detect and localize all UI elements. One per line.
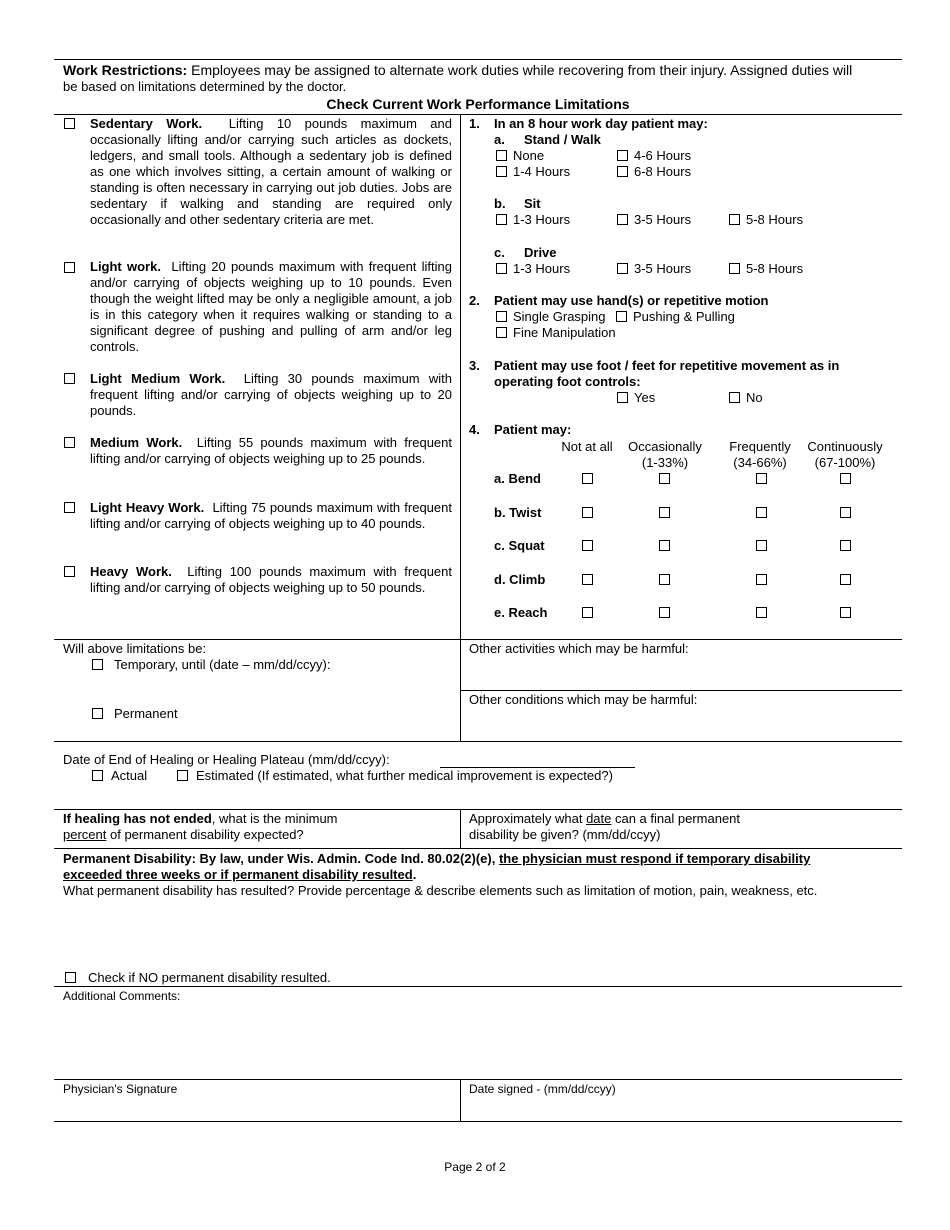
sit-3-5-label: 3-5 Hours (634, 212, 692, 227)
row-twist-label: b. Twist (494, 505, 542, 520)
actual-label: Actual (111, 768, 148, 783)
signature-top-rule (54, 1079, 902, 1080)
not-ended-bold: If healing has not ended (63, 811, 212, 826)
medium-checkbox[interactable] (64, 437, 75, 448)
perm-line-1 (63, 851, 810, 867)
light-work-name: Light work. (90, 259, 161, 274)
signature-label: Physician's Signature (63, 1082, 178, 1096)
q3-label-2: operating foot controls: (494, 374, 641, 389)
pushing-pulling-label: Pushing & Pulling (633, 309, 735, 324)
temporary-checkbox[interactable] (92, 659, 103, 670)
reach-continuously-checkbox[interactable] (840, 607, 851, 618)
bend-frequently-checkbox[interactable] (756, 473, 767, 484)
perm-line-2 (63, 867, 416, 883)
squat-frequently-checkbox[interactable] (756, 540, 767, 551)
bend-not-at-all-checkbox[interactable] (582, 473, 593, 484)
other-activities-label: Other activities which may be harmful: (469, 641, 689, 656)
medium-desc: Lifting 55 pounds maximum with frequent lifting and/or carrying of objects weighing up to 25 pounds. (90, 435, 452, 466)
q4-label: Patient may: (494, 422, 572, 437)
sit-1-3-label: 1-3 Hours (513, 212, 571, 227)
other-rule (460, 690, 902, 691)
approx-post: can a final permanent (611, 811, 741, 826)
q3-label: Patient may use foot / feet for repetitive movement as in (494, 358, 840, 373)
other-conditions-label: Other conditions which may be harmful: (469, 692, 698, 707)
sedentary-checkbox[interactable] (64, 118, 75, 129)
drive-1-3-label: 1-3 Hours (513, 261, 571, 276)
intro-line-1 (63, 62, 852, 78)
reach-not-at-all-checkbox[interactable] (582, 607, 593, 618)
drive-3-5-checkbox[interactable] (617, 263, 628, 274)
perm-bold-2-end: . (412, 867, 417, 882)
light-heavy-text (90, 500, 452, 532)
pushing-pulling-checkbox[interactable] (616, 311, 627, 322)
stand-4-6-label: 4-6 Hours (634, 148, 692, 163)
temporary-label: Temporary, until (date – mm/dd/ccyy): (114, 657, 331, 672)
sedentary-name: Sedentary Work. (90, 116, 203, 131)
medium-name: Medium Work. (90, 435, 183, 450)
approx-date: date (586, 811, 612, 826)
signature-divider (460, 1079, 461, 1121)
row-reach-label: e. Reach (494, 605, 548, 620)
medium-text (90, 435, 452, 467)
section-title: Check Current Work Performance Limitations (326, 96, 630, 112)
approx-line-2: disability be given? (mm/dd/ccyy) (469, 827, 661, 842)
q1a-label: Stand / Walk (524, 132, 601, 147)
col-continuously-sub: (67-100%) (814, 455, 876, 470)
stand-none-checkbox[interactable] (496, 150, 507, 161)
fine-manipulation-label: Fine Manipulation (513, 325, 616, 340)
center-divider (460, 114, 461, 741)
light-medium-desc: Lifting 30 pounds maximum with frequent lifting and/or carrying of objects weighing up to 20 pounds. (90, 371, 452, 418)
reach-frequently-checkbox[interactable] (756, 607, 767, 618)
twist-occasionally-checkbox[interactable] (659, 507, 670, 518)
heavy-desc: Lifting 100 pounds maximum with frequent lifting and/or carrying of objects weighing up to 50 pounds. (90, 564, 452, 595)
not-ended-rest: , what is the minimum (211, 811, 338, 826)
light-medium-checkbox[interactable] (64, 373, 75, 384)
heavy-name: Heavy Work. (90, 564, 172, 579)
heavy-checkbox[interactable] (64, 566, 75, 577)
stand-1-4-checkbox[interactable] (496, 166, 507, 177)
q4-number: 4. (469, 422, 480, 437)
permanent-checkbox[interactable] (92, 708, 103, 719)
intro-text-2: be based on limitations determined by the doctor. (63, 79, 347, 94)
approx-line-1 (469, 811, 740, 827)
estimated-label: Estimated (If estimated, what further medical improvement is expected?) (196, 768, 613, 783)
q1c-letter: c. (494, 245, 505, 260)
climb-occasionally-checkbox[interactable] (659, 574, 670, 585)
limits-rule (54, 639, 902, 640)
light-heavy-name: Light Heavy Work. (90, 500, 205, 515)
q1-label: In an 8 hour work day patient may: (494, 116, 708, 131)
additional-comments-label: Additional Comments: (63, 989, 181, 1003)
stand-none-label: None (513, 148, 545, 163)
squat-continuously-checkbox[interactable] (840, 540, 851, 551)
squat-occasionally-checkbox[interactable] (659, 540, 670, 551)
estimated-checkbox[interactable] (177, 770, 188, 781)
no-permanent-label: Check if NO permanent disability resulted. (88, 970, 331, 985)
permanent-label: Permanent (114, 706, 178, 721)
drive-3-5-label: 3-5 Hours (634, 261, 692, 276)
fine-manipulation-checkbox[interactable] (496, 327, 507, 338)
drive-5-8-checkbox[interactable] (729, 263, 740, 274)
stand-1-4-label: 1-4 Hours (513, 164, 571, 179)
drive-5-8-label: 5-8 Hours (746, 261, 804, 276)
q2-label: Patient may use hand(s) or repetitive motion (494, 293, 769, 308)
sit-5-8-label: 5-8 Hours (746, 212, 804, 227)
twist-not-at-all-checkbox[interactable] (582, 507, 593, 518)
climb-continuously-checkbox[interactable] (840, 574, 851, 585)
not-ended-line-1 (63, 811, 338, 827)
perm-bold-2-u: exceeded three weeks or if permanent disability resulted (63, 867, 413, 882)
stand-4-6-checkbox[interactable] (617, 150, 628, 161)
perm-bold-1-u: the physician must respond if temporary disability (498, 851, 811, 866)
light-work-checkbox[interactable] (64, 262, 75, 273)
section-rule (54, 114, 902, 115)
intro-label: Work Restrictions: (63, 62, 188, 78)
single-grasping-label: Single Grasping (513, 309, 606, 324)
sedentary-text (90, 116, 452, 228)
drive-1-3-checkbox[interactable] (496, 263, 507, 274)
light-work-desc: Lifting 20 pounds maximum with frequent lifting and/or carrying of objects weighing up to 10 pounds. Even though the weight lifted may be only a negligible amount, a job is in this category when it requires walking or standing to a significant degree of pushing and pulling of arm and/or leg controls. (90, 259, 452, 354)
climb-frequently-checkbox[interactable] (756, 574, 767, 585)
comments-rule (54, 986, 902, 987)
reach-occasionally-checkbox[interactable] (659, 607, 670, 618)
twist-continuously-checkbox[interactable] (840, 507, 851, 518)
actual-checkbox[interactable] (92, 770, 103, 781)
q1b-letter: b. (494, 196, 506, 211)
col-frequently: Frequently (729, 439, 791, 454)
row-squat-label: c. Squat (494, 538, 545, 553)
sit-5-8-checkbox[interactable] (729, 214, 740, 225)
perm-rule (54, 848, 902, 849)
foot-no-label: No (746, 390, 763, 405)
date-signed-label: Date signed - (mm/dd/ccyy) (469, 1082, 616, 1096)
col-not-at-all: Not at all (561, 439, 613, 454)
twist-frequently-checkbox[interactable] (756, 507, 767, 518)
col-occasionally-sub: (1-33%) (641, 455, 689, 470)
stand-6-8-label: 6-8 Hours (634, 164, 692, 179)
approx-pre: Approximately what (469, 811, 587, 826)
q3-number: 3. (469, 358, 480, 373)
q1a-letter: a. (494, 132, 505, 147)
not-ended-line-2 (63, 827, 304, 843)
col-frequently-sub: (34-66%) (733, 455, 787, 470)
not-ended-percent: percent (63, 827, 107, 842)
light-medium-text (90, 371, 452, 419)
row-climb-label: d. Climb (494, 572, 546, 587)
not-ended-line2-rest: of permanent disability expected? (106, 827, 304, 842)
light-medium-name: Light Medium Work. (90, 371, 226, 386)
stand-6-8-checkbox[interactable] (617, 166, 628, 177)
top-rule (54, 59, 902, 60)
not-ended-rule (54, 809, 902, 810)
limits-label: Will above limitations be: (63, 641, 207, 656)
bend-occasionally-checkbox[interactable] (659, 473, 670, 484)
q1c-label: Drive (524, 245, 557, 260)
light-heavy-checkbox[interactable] (64, 502, 75, 513)
sit-3-5-checkbox[interactable] (617, 214, 628, 225)
no-permanent-checkbox[interactable] (65, 972, 76, 983)
q1-number: 1. (469, 116, 480, 131)
col-occasionally: Occasionally (628, 439, 702, 454)
foot-no-checkbox[interactable] (729, 392, 740, 403)
light-heavy-desc: Lifting 75 pounds maximum with frequent lifting and/or carrying of objects weighing up to 40 pounds. (90, 500, 452, 531)
foot-yes-checkbox[interactable] (617, 392, 628, 403)
foot-yes-label: Yes (634, 390, 656, 405)
heavy-text (90, 564, 452, 596)
sedentary-desc: Lifting 10 pounds maximum and occasionally lifting and/or carrying such articles as dockets, ledgers, and small tools. Although a sedentary job is defined as one which involves sitting, a certain amount of walking or standing is often necessary in carrying out job duties. Jobs are sedentary if walking and standing are required only occasionally and other sedentary criteria are met. (90, 116, 452, 227)
col-continuously: Continuously (807, 439, 883, 454)
perm-bold-1: Permanent Disability: By law, under Wis. Admin. Code Ind. 80.02(2)(e), (63, 851, 499, 866)
intro-text: Employees may be assigned to alternate work duties while recovering from their injury. Assigned duties will (191, 62, 853, 78)
climb-not-at-all-checkbox[interactable] (582, 574, 593, 585)
healing-top-rule (54, 741, 902, 742)
signature-bottom-rule (54, 1121, 902, 1122)
q1b-label: Sit (524, 196, 541, 211)
q2-number: 2. (469, 293, 480, 308)
single-grasping-checkbox[interactable] (496, 311, 507, 322)
page-number: Page 2 of 2 (444, 1160, 506, 1174)
perm-question: What permanent disability has resulted? Provide percentage & describe elements such as limitation of motion, pain, weakness, etc. (63, 883, 818, 898)
healing-label: Date of End of Healing or Healing Plateau (mm/dd/ccyy): (63, 752, 390, 767)
not-ended-divider (460, 809, 461, 848)
bend-continuously-checkbox[interactable] (840, 473, 851, 484)
light-work-text (90, 259, 452, 355)
squat-not-at-all-checkbox[interactable] (582, 540, 593, 551)
row-bend-label: a. Bend (494, 471, 541, 486)
sit-1-3-checkbox[interactable] (496, 214, 507, 225)
